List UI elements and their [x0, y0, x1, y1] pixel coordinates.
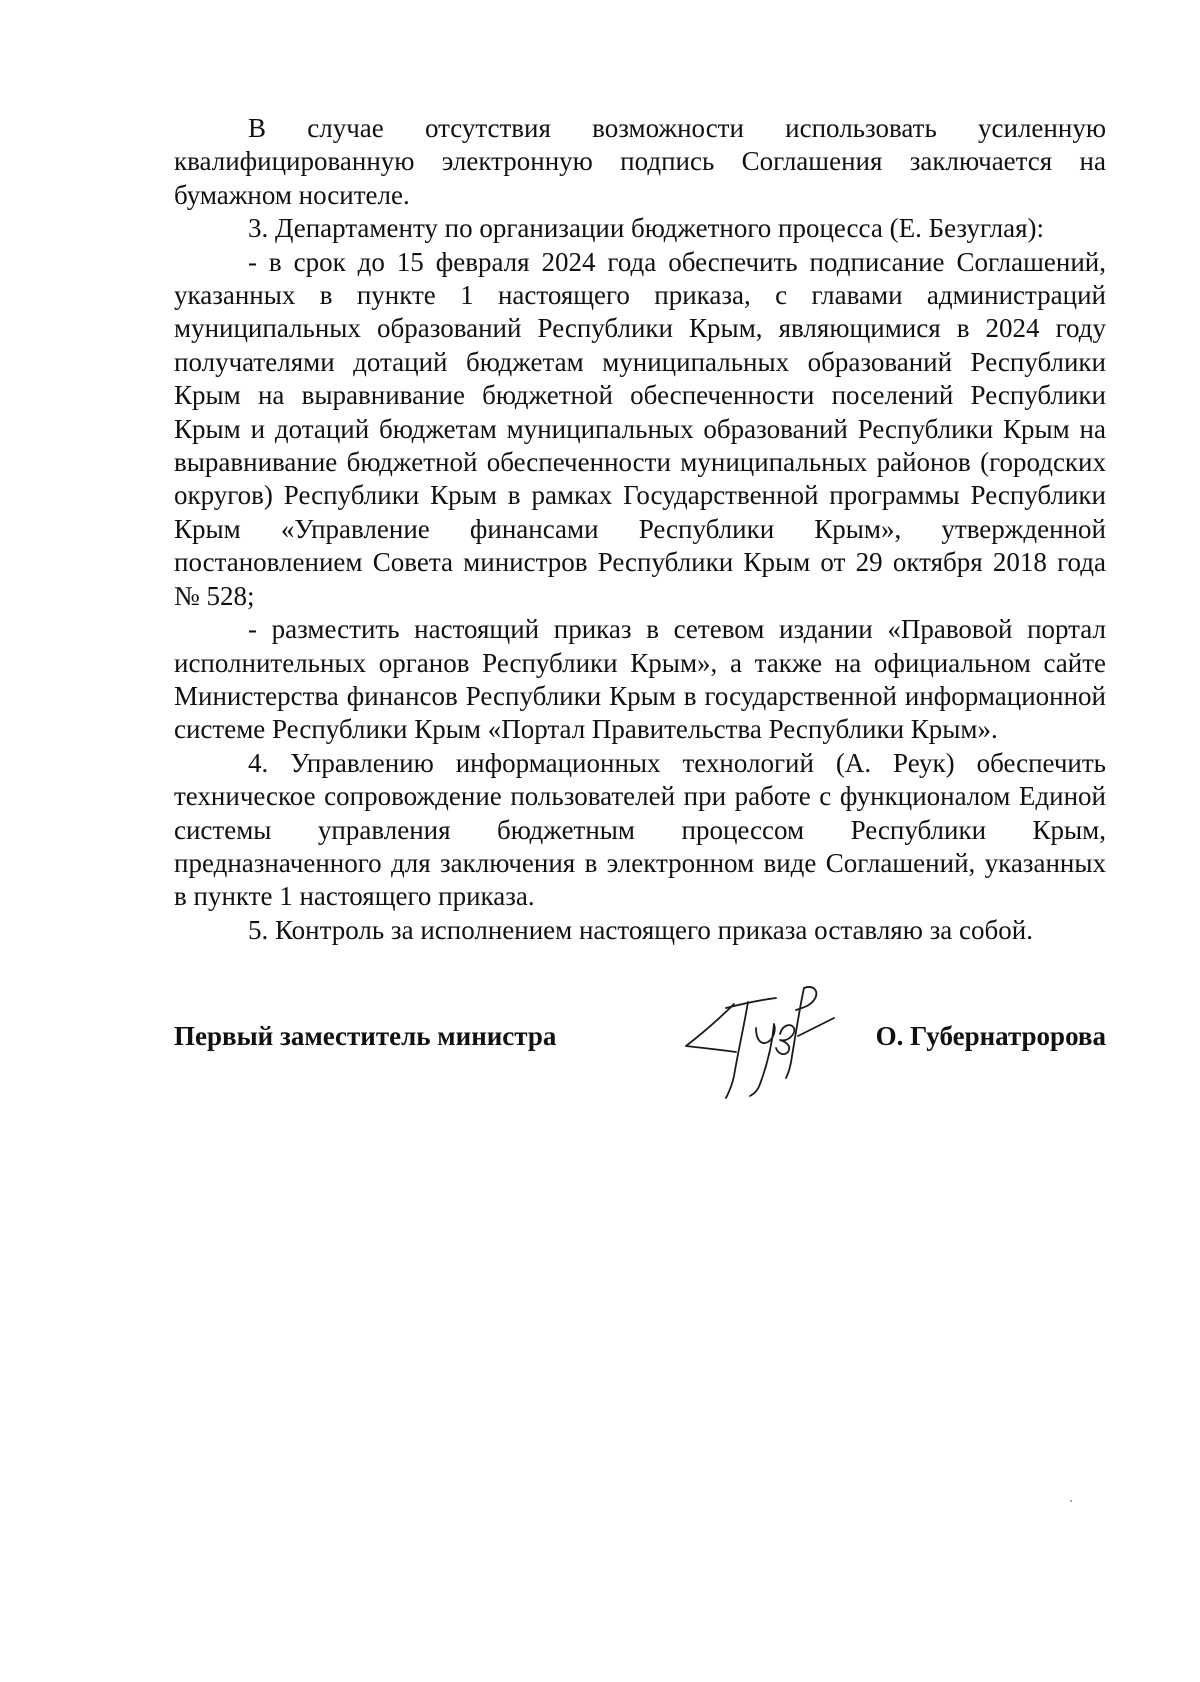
paragraph-item-5: 5. Контроль за исполнением настоящего приказа оставляю за собой.: [248, 914, 1033, 945]
paragraph-item-3-publication: - разместить настоящий приказ в сетевом издании «Правовой портал исполнительных органов Республики Крым», а также на официальном сайте Министерства финансов Республики Крым в государственной информационной системе Республики Крым «Портал Правительства Республики Крым».: [174, 614, 1106, 745]
signer-name: О. Губернатророва: [875, 1021, 1106, 1051]
scan-speck: [1070, 1500, 1072, 1502]
paragraph-item-3-signing-deadline: - в срок до 15 февраля 2024 года обеспечить подписание Соглашений, указанных в пункте 1 настоящего приказа, с главами администраций муниципальных образований Республики Крым, являющимися в 2024 году получателями дотаций бюджетам муниципальных образований Республики Крым на выравнивание бюджетной обеспеченности поселений Республики Крым и дотаций бюджетам муниципальных образований Республики Крым на выравнивание бюджетной обеспеченности муниципальных районов (городских округов) Республики Крым в рамках Государственной программы Республики Крым «Управление финансами Республики Крым», утвержденной постановлением Совета министров Республики Крым от 29 октября 2018 года № 528;: [174, 246, 1106, 611]
signer-position-title: Первый заместитель министра: [174, 1021, 557, 1051]
document-body: [174, 112, 1106, 947]
paragraph-electronic-signature-note: В случае отсутствия возможности использовать усиленную квалифицированную электронную подпись Соглашения заключается на бумажном носителе.: [174, 113, 1106, 210]
handwritten-signature: [664, 976, 844, 1106]
paragraph-item-4: 4. Управлению информационных технологий (А. Реук) обеспечить техническое сопровождение пользователей при работе с функционалом Единой системы управления бюджетным процессом Республики Крым, предназначенного для заключения в электронном виде Соглашений, указанных в пункте 1 настоящего приказа.: [174, 747, 1106, 912]
paragraph-item-3: 3. Департаменту по организации бюджетного процесса (Е. Безуглая):: [248, 213, 1045, 244]
signature-block: [174, 1000, 1106, 1120]
